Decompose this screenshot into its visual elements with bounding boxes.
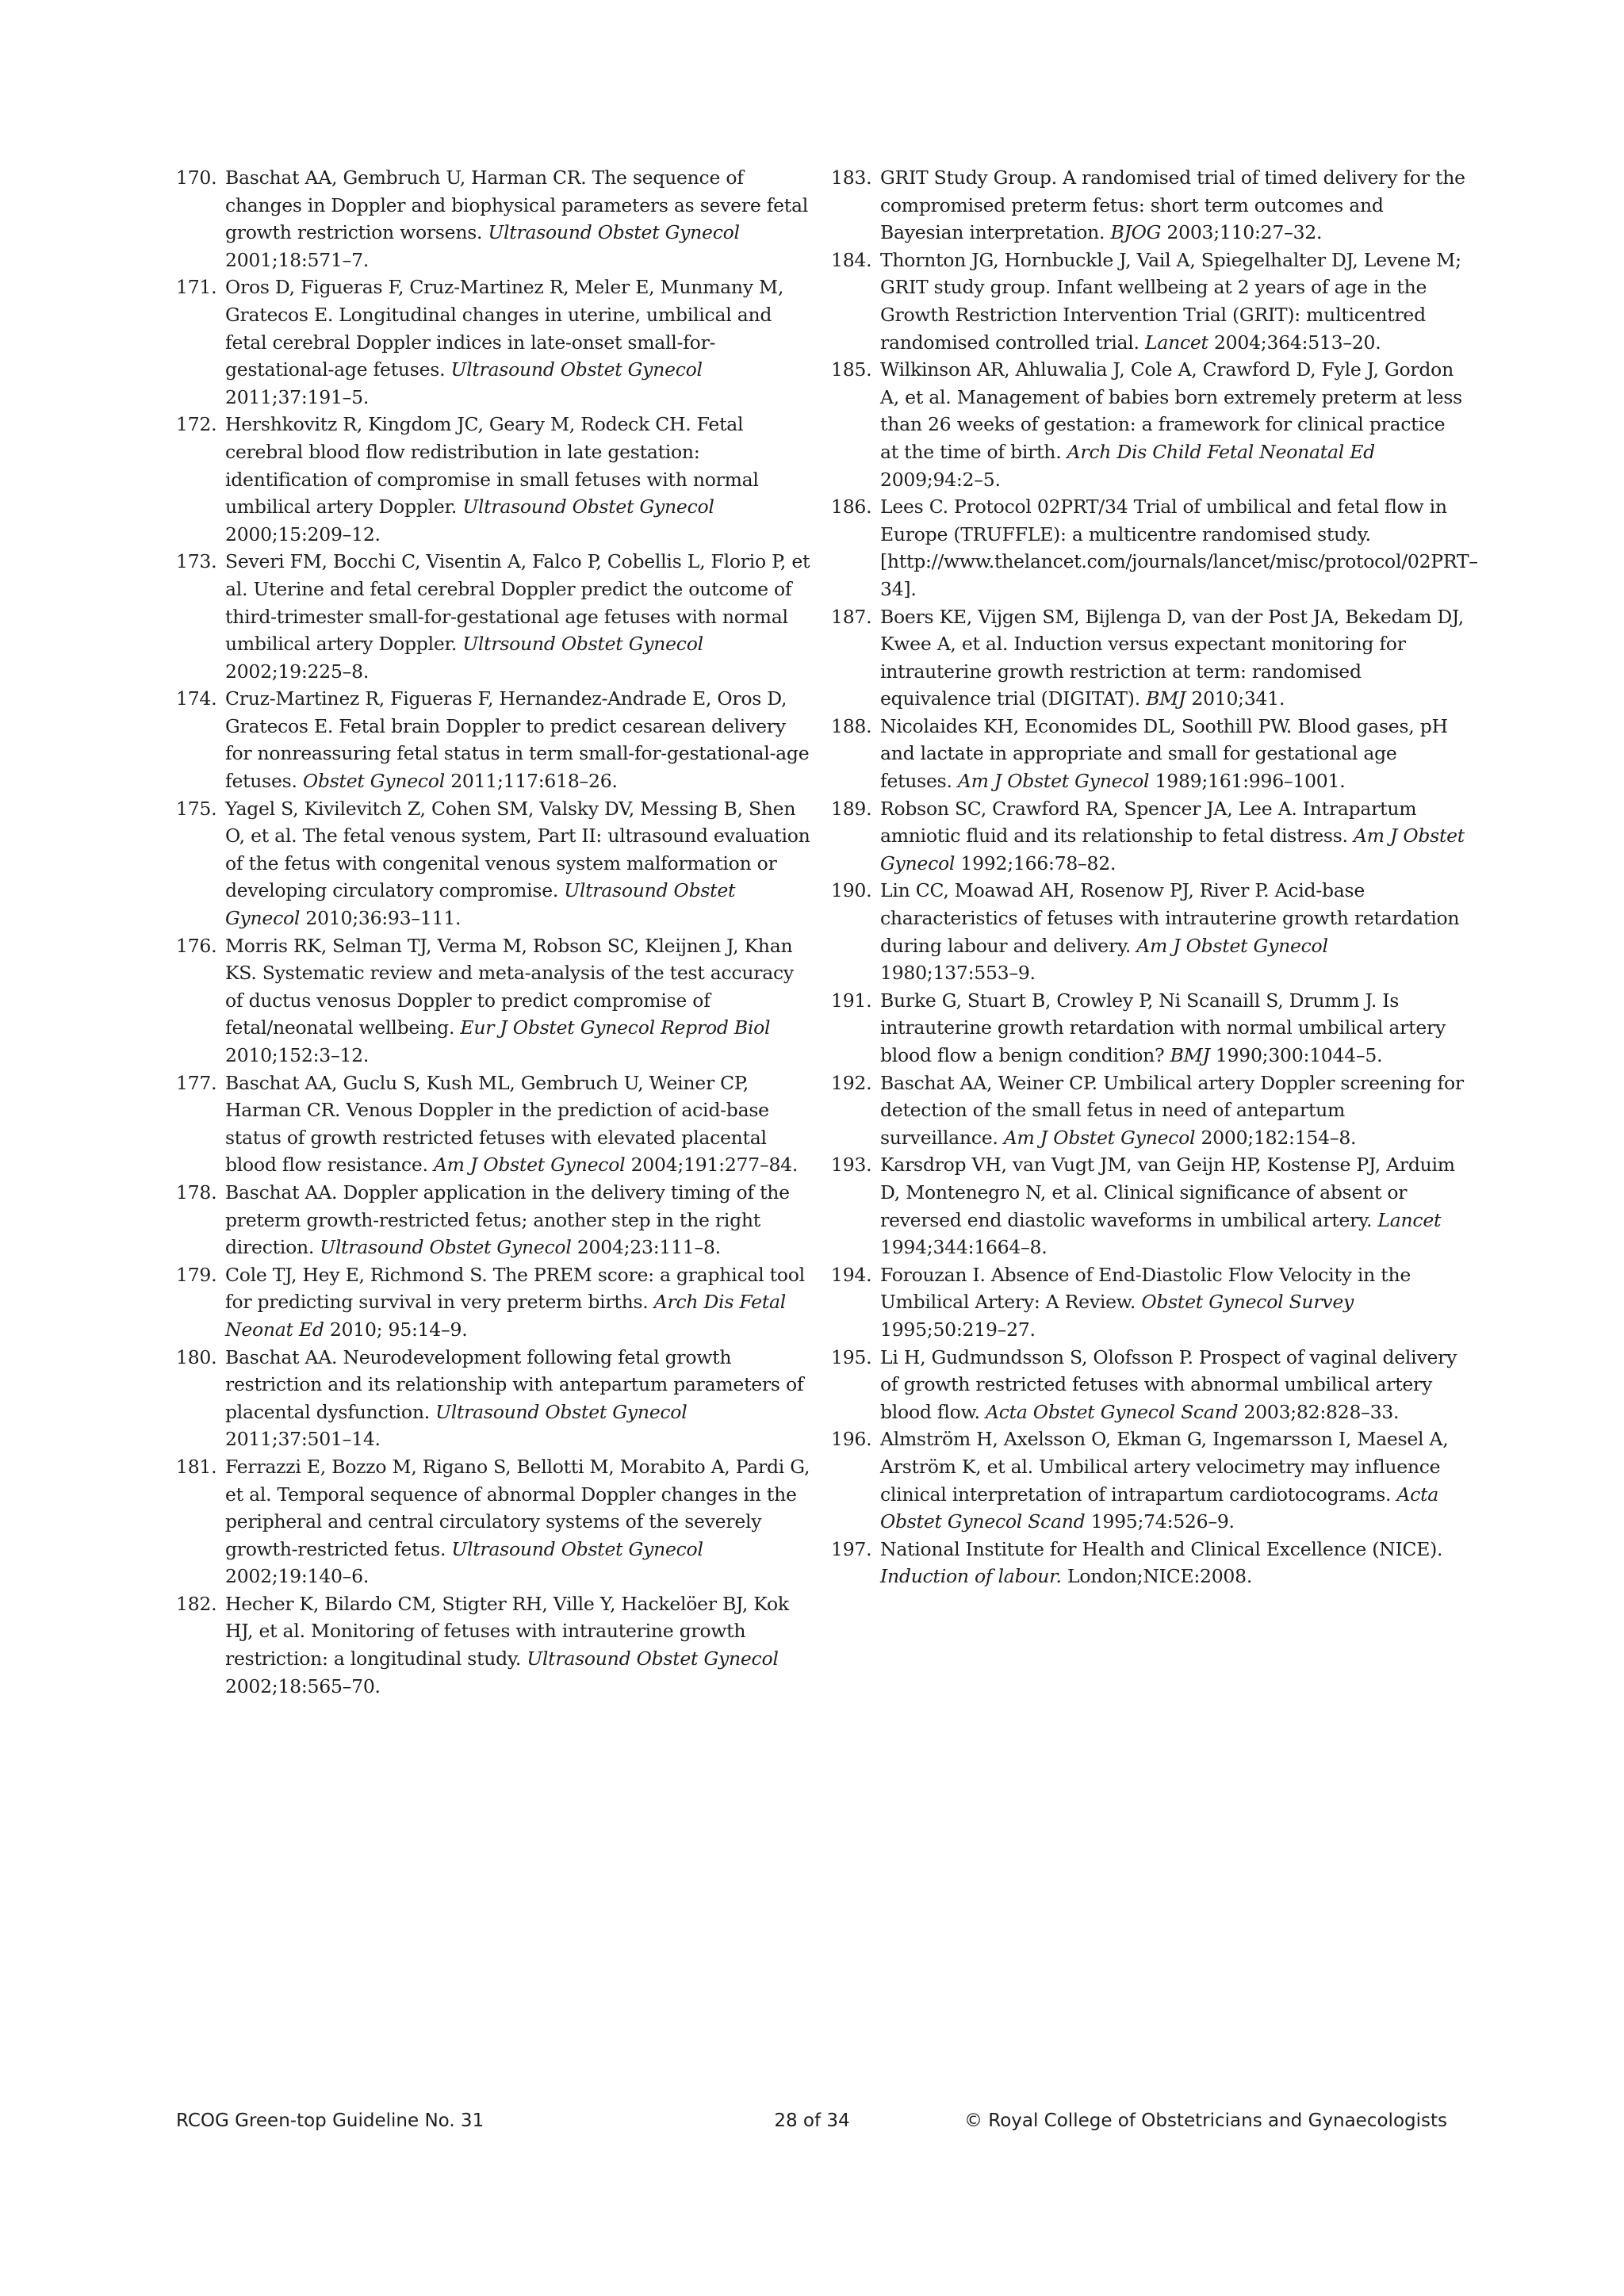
journal-title: Am J Obstet Gynecol	[1003, 1126, 1196, 1149]
reference-text	[225, 1179, 810, 1261]
reference-segment: 2002;18:565–70.	[225, 1674, 381, 1697]
journal-title: Am J Obstet Gynecol	[957, 770, 1150, 793]
journal-title: BJOG	[1110, 221, 1162, 244]
journal-title: Ultrasound Obstet Gynecol	[320, 1236, 572, 1259]
reference-segment: 2004;364:513–20.	[1208, 331, 1381, 354]
reference-segment: London;NICE:2008.	[1061, 1565, 1253, 1588]
reference-segment: Boers KE, Vijgen SM, Bijlenga D, van der Post JA, Bekedam DJ, Kwee A, et al. Induction versus expectant monitoring for intrauterine growth restriction at term: randomised equivalence trial (DIGITAT).	[880, 605, 1464, 710]
reference-segment: Almström H, Axelsson O, Ekman G, Ingemarsson I, Maesel A, Arström K, et al. Umbilical artery velocimetry may influence clinical interpretation of intrapartum cardiotocograms.	[880, 1428, 1449, 1506]
reference-list-left	[176, 164, 810, 1700]
reference-number: 196.	[831, 1428, 872, 1451]
reference-number: 174.	[176, 687, 217, 710]
reference-number: 175.	[176, 797, 217, 820]
journal-title: Am J Obstet Gynecol	[880, 825, 1465, 874]
reference-segment: 2011;37:501–14.	[225, 1428, 381, 1451]
reference-item	[176, 1453, 810, 1590]
reference-segment: Burke G, Stuart B, Crowley P, Ni Scanaill S, Drumm J. Is intrauterine growth retardation with normal umbilical artery blood flow a benign condition?	[880, 989, 1446, 1066]
reference-item	[831, 795, 1465, 878]
reference-segment: 2000;15:209–12.	[225, 522, 381, 545]
reference-segment: Baschat AA, Gembruch U, Harman CR. The sequence of changes in Doppler and biophysical parameters as severe fetal growth restriction worsens.	[225, 166, 809, 244]
reference-number: 193.	[831, 1154, 872, 1177]
reference-segment: Baschat AA. Doppler application in the delivery timing of the preterm growth-restricted fetus; another step in the right direction.	[225, 1181, 790, 1259]
reference-segment: 1989;161:996–1001.	[1149, 770, 1346, 793]
journal-title: Obstet Gynecol	[302, 770, 445, 793]
reference-item	[831, 987, 1465, 1070]
reference-number: 187.	[831, 605, 872, 628]
reference-segment: 2011;117:618–26.	[444, 770, 618, 793]
reference-number: 180.	[176, 1345, 217, 1368]
journal-title: BMJ	[1170, 1044, 1210, 1066]
reference-text	[225, 164, 810, 274]
reference-text	[880, 1536, 1465, 1590]
reference-segment: Oros D, Figueras F, Cruz-Martinez R, Meler E, Munmany M, Gratecos E. Longitudinal changes in uterine, umbilical and fetal cerebral Doppler indices in late-onset small-for-gestational-age fetuses.	[225, 276, 784, 381]
reference-number: 189.	[831, 797, 872, 820]
reference-segment: Hershkovitz R, Kingdom JC, Geary M, Rodeck CH. Fetal cerebral blood flow redistribution in late gestation: identification of compromise in small fetuses with normal umbilical artery Doppler.	[225, 413, 759, 519]
reference-segment: Li H, Gudmundsson S, Olofsson P. Prospect of vaginal delivery of growth restricted fetuses with abnormal umbilical artery blood flow.	[880, 1345, 1457, 1423]
reference-segment: 2000;182:154–8.	[1195, 1126, 1357, 1149]
reference-segment: Severi FM, Bocchi C, Visentin A, Falco P, Cobellis L, Florio P, et al. Uterine and fetal cerebral Doppler predict the outcome of third-trimester small-for-gestational age fetuses with normal umbilical artery Doppler.	[225, 550, 810, 656]
reference-item	[831, 1425, 1465, 1535]
reference-segment: 2004;191:277–84.	[625, 1154, 799, 1177]
reference-item	[176, 795, 810, 932]
reference-text	[880, 1261, 1465, 1344]
reference-item	[831, 603, 1465, 713]
reference-text	[225, 274, 810, 411]
reference-item	[176, 411, 810, 548]
reference-segment: 2009;94:2–5.	[880, 468, 1001, 491]
reference-number: 197.	[831, 1537, 872, 1560]
reference-segment: 2004;23:111–8.	[571, 1236, 721, 1259]
reference-number: 178.	[176, 1181, 217, 1203]
reference-text	[225, 1590, 810, 1700]
journal-title: Ultrasound Obstet Gynecol	[451, 1537, 703, 1560]
reference-number: 179.	[176, 1263, 217, 1286]
reference-segment: Yagel S, Kivilevitch Z, Cohen SM, Valsky DV, Messing B, Shen O, et al. The fetal venous system, Part II: ultrasound evaluation of the fetus with congenital venous system malformation or developing circulatory compromise.	[225, 797, 810, 902]
reference-text	[225, 685, 810, 794]
journal-title: Ultrasound Obstet Gynecol	[527, 1647, 779, 1670]
reference-number: 183.	[831, 166, 872, 189]
reference-item	[831, 1151, 1465, 1261]
reference-segment: Ferrazzi E, Bozzo M, Rigano S, Bellotti M, Morabito A, Pardi G, et al. Temporal sequence of abnormal Doppler changes in the peripheral and central circulatory systems of the severely growth-restricted fetus.	[225, 1455, 810, 1560]
reference-segment: 2010;36:93–111.	[300, 907, 462, 930]
journal-title: Arch Dis Fetal Neonat Ed	[225, 1291, 786, 1341]
reference-segment: 1995;74:526–9.	[1085, 1510, 1235, 1533]
reference-segment: GRIT Study Group. A randomised trial of timed delivery for the compromised preterm fetus: short term outcomes and Bayesian interpretation.	[880, 166, 1465, 244]
reference-text	[880, 795, 1465, 878]
reference-segment: 2003;110:27–32.	[1161, 221, 1323, 244]
reference-segment: Lin CC, Moawad AH, Rosenow PJ, River P. Acid-base characteristics of fetuses with intrauterine growth retardation during labour and delivery.	[880, 879, 1460, 957]
reference-text	[880, 603, 1465, 713]
reference-item	[831, 247, 1465, 356]
reference-text	[880, 1070, 1465, 1152]
reference-number: 170.	[176, 166, 217, 189]
reference-segment: Robson SC, Crawford RA, Spencer JA, Lee A. Intrapartum amniotic fluid and its relationship to fetal distress.	[880, 797, 1417, 848]
reference-segment: 1994;344:1664–8.	[880, 1236, 1048, 1259]
reference-number: 185.	[831, 358, 872, 381]
reference-item	[176, 164, 810, 274]
reference-segment: 2002;19:140–6.	[225, 1565, 370, 1588]
reference-text	[880, 356, 1465, 493]
reference-number: 194.	[831, 1263, 872, 1286]
reference-segment: 2001;18:571–7.	[225, 248, 370, 271]
reference-segment: Thornton JG, Hornbuckle J, Vail A, Spiegelhalter DJ, Levene M; GRIT study group. Infant wellbeing at 2 years of age in the Growth Restriction Intervention Trial (GRIT): multicentred randomised controlled trial.	[880, 248, 1461, 354]
reference-number: 181.	[176, 1455, 217, 1478]
reference-item	[831, 1070, 1465, 1152]
reference-number: 176.	[176, 934, 217, 957]
reference-number: 186.	[831, 496, 872, 519]
reference-text	[880, 247, 1465, 356]
reference-number: 191.	[831, 989, 872, 1012]
reference-item	[831, 713, 1465, 795]
reference-number: 190.	[831, 879, 872, 902]
reference-item	[176, 932, 810, 1070]
reference-text	[225, 795, 810, 932]
reference-text	[880, 1151, 1465, 1261]
reference-item	[176, 685, 810, 794]
reference-item	[176, 548, 810, 685]
reference-item	[831, 1261, 1465, 1344]
journal-title: Am J Obstet Gynecol	[433, 1154, 626, 1177]
journal-title: Lancet	[1377, 1208, 1442, 1231]
reference-number: 177.	[176, 1071, 217, 1094]
reference-text	[880, 713, 1465, 795]
reference-item	[176, 1590, 810, 1700]
reference-segment: 2010;341.	[1185, 687, 1285, 710]
journal-title: BMJ	[1146, 687, 1186, 710]
reference-segment: 2010; 95:14–9.	[324, 1318, 468, 1341]
reference-number: 171.	[176, 276, 217, 299]
reference-number: 195.	[831, 1345, 872, 1368]
reference-segment: Morris RK, Selman TJ, Verma M, Robson SC, Kleijnen J, Khan KS. Systematic review and meta-analysis of the test accuracy of ductus venosus Doppler to predict compromise of fetal/neonatal wellbeing.	[225, 934, 794, 1039]
reference-segment: 2010;152:3–12.	[225, 1044, 370, 1066]
reference-segment: 1980;137:553–9.	[880, 962, 1036, 985]
journal-title: Ultrasound Obstet Gynecol	[435, 1400, 688, 1423]
journal-title: Lancet	[1144, 331, 1208, 354]
reference-segment: Nicolaides KH, Economides DL, Soothill PW. Blood gases, pH and lactate in appropriate and small for gestational age fetuses.	[880, 714, 1448, 793]
journal-title: Acta Obstet Gynecol Scand	[986, 1400, 1239, 1423]
reference-number: 188.	[831, 714, 872, 737]
journal-title: Ultrsound Obstet Gynecol	[462, 633, 703, 656]
reference-text	[880, 877, 1465, 986]
reference-item	[831, 1536, 1465, 1590]
reference-item	[831, 1344, 1465, 1426]
reference-segment: Wilkinson AR, Ahluwalia J, Cole A, Crawford D, Fyle J, Gordon A, et al. Management of babies born extremely preterm at less than 26 weeks of gestation: a framework for clinical practice at the time of birth.	[880, 358, 1462, 463]
reference-item	[831, 164, 1465, 247]
footer-page-number: 28 of 34	[774, 2110, 850, 2131]
footer-copyright: © Royal College of Obstetricians and Gynaecologists	[963, 2110, 1447, 2131]
reference-number: 184.	[831, 248, 872, 271]
journal-title: Am J Obstet Gynecol	[1136, 934, 1328, 957]
reference-segment: 2011;37:191–5.	[225, 385, 370, 408]
journal-title: Ultrasound Obstet Gynecol	[225, 879, 736, 930]
reference-number: 172.	[176, 413, 217, 436]
reference-text	[225, 932, 810, 1070]
reference-segment: 2002;19:225–8.	[225, 660, 370, 683]
reference-segment: Cole TJ, Hey E, Richmond S. The PREM score: a graphical tool for predicting survival in very preterm births.	[225, 1263, 805, 1314]
reference-text	[880, 164, 1465, 247]
reference-item	[831, 356, 1465, 493]
reference-segment: Cruz-Martinez R, Figueras F, Hernandez-Andrade E, Oros D, Gratecos E. Fetal brain Doppler to predict cesarean delivery for nonreassuring fetal status in term small-for-gestational-age fetuses.	[225, 687, 810, 793]
reference-text	[225, 548, 810, 685]
reference-segment: Forouzan I. Absence of End-Diastolic Flow Velocity in the Umbilical Artery: A Review.	[880, 1263, 1411, 1314]
reference-item	[831, 877, 1465, 986]
reference-segment: Baschat AA. Neurodevelopment following fetal growth restriction and its relationship with antepartum parameters of placental dysfunction.	[225, 1345, 804, 1423]
reference-segment: 1992;166:78–82.	[955, 851, 1116, 874]
reference-list-right	[831, 164, 1478, 1590]
reference-text	[880, 1344, 1465, 1426]
journal-title: Obstet Gynecol Survey	[1141, 1291, 1354, 1314]
reference-segment: 2003;82:828–33.	[1238, 1400, 1400, 1423]
footer-guideline-title: RCOG Green-top Guideline No. 31	[176, 2110, 485, 2131]
reference-item	[831, 493, 1478, 603]
reference-item	[176, 1070, 810, 1179]
reference-text	[880, 493, 1478, 603]
journal-title: Ultrasound Obstet Gynecol	[462, 496, 714, 519]
journal-title: Arch Dis Child Fetal Neonatal Ed	[1067, 440, 1375, 463]
journal-title: Acta Obstet Gynecol Scand	[880, 1483, 1439, 1533]
reference-segment: Baschat AA, Guclu S, Kush ML, Gembruch U, Weiner CP, Harman CR. Venous Doppler in the prediction of acid-base status of growth restricted fetuses with elevated placental blood flow resistance.	[225, 1071, 769, 1177]
reference-number: 182.	[176, 1592, 217, 1615]
reference-item	[176, 1344, 810, 1453]
reference-text	[880, 987, 1465, 1070]
reference-number: 192.	[831, 1071, 872, 1094]
reference-text	[225, 1344, 810, 1453]
reference-text	[225, 1453, 810, 1590]
reference-segment: National Institute for Health and Clinical Excellence (NICE).	[880, 1537, 1443, 1560]
reference-text	[880, 1425, 1465, 1535]
reference-item	[176, 1179, 810, 1261]
journal-title: Ultrasound Obstet Gynecol	[450, 358, 703, 381]
journal-title: Eur J Obstet Gynecol Reprod Biol	[460, 1016, 771, 1039]
reference-segment: Hecher K, Bilardo CM, Stigter RH, Ville Y, Hackelöer BJ, Kok HJ, et al. Monitoring of fetuses with intrauterine growth restriction: a longitudinal study.	[225, 1592, 789, 1670]
reference-segment: Karsdrop VH, van Vugt JM, van Geijn HP, Kostense PJ, Arduim D, Montenegro N, et al. Clinical significance of absent or reversed end diastolic waveforms in umbilical artery.	[880, 1154, 1455, 1231]
reference-text	[225, 411, 810, 548]
reference-segment: 1995;50:219–27.	[880, 1318, 1036, 1341]
reference-segment: Baschat AA, Weiner CP. Umbilical artery Doppler screening for detection of the small fetus in need of antepartum surveillance.	[880, 1071, 1464, 1149]
reference-segment: Lees C. Protocol 02PRT/34 Trial of umbilical and fetal flow in Europe (TRUFFLE): a multicentre randomised study. [http://www.thelancet.com/journals/lancet/misc/protocol/02PRT–34].	[880, 496, 1478, 600]
reference-item	[176, 1261, 810, 1344]
journal-title: Induction of labour.	[880, 1565, 1062, 1588]
journal-title: Ultrasound Obstet Gynecol	[488, 221, 740, 244]
reference-number: 173.	[176, 550, 217, 573]
reference-text	[225, 1261, 810, 1344]
reference-item	[176, 274, 810, 411]
reference-text	[225, 1070, 810, 1179]
reference-segment: 1990;300:1044–5.	[1209, 1044, 1383, 1066]
